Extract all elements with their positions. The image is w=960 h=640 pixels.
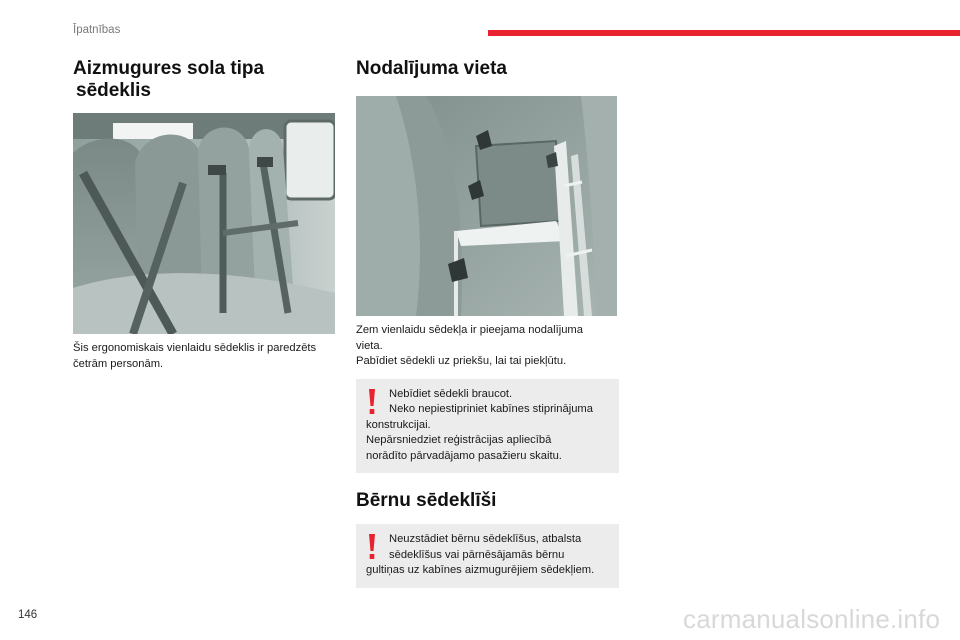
chapter-accent-bar (488, 30, 960, 36)
warning-line: gultiņas uz kabīnes aizmugurējiem sēdekļiem. (366, 564, 595, 576)
chapter-title: Īpatnības (73, 24, 121, 36)
warning-line: Neuzstādiet bērnu sēdeklīšus, atbalsta (389, 533, 582, 545)
bench-seat-photo (73, 113, 335, 334)
section-title-storage: Nodalījuma vieta (356, 58, 507, 79)
bench-seat-description (73, 341, 335, 372)
section-title-bench-seat (73, 58, 335, 102)
section-title-line: Aizmugures sola tipa (73, 58, 265, 79)
warning-line: Nepārsniedziet reģistrācijas apliecībā (366, 434, 552, 446)
section-title-child-seats: Bērnu sēdeklīši (356, 490, 497, 511)
watermark: carmanualsonline.info (683, 604, 941, 634)
left-column (73, 58, 335, 372)
storage-warning-box (356, 379, 619, 474)
warning-line: sēdeklīšus vai pārnēsājamās bērnu (389, 548, 565, 561)
text-line: Pabīdiet sēdekli uz priekšu, lai tai piekļūtu. (356, 355, 567, 367)
page-number: 146 (18, 609, 38, 621)
child-seat-warning-box (356, 524, 619, 588)
warning-line: konstrukcijai. (366, 418, 431, 431)
text-line: četrām personām. (73, 357, 164, 370)
warning-line: Nebīdiet sēdekli braucot. (389, 387, 513, 400)
section-title-line: sēdeklis (76, 80, 151, 101)
text-line: Zem vienlaidu sēdekļa ir pieejama nodalījuma (356, 324, 583, 336)
warning-line: norādīto pārvadājamo pasažieru skaitu. (366, 449, 562, 462)
warning-line: Neko nepiestipriniet kabīnes stiprinājuma (389, 403, 593, 415)
text-line: vieta. (356, 339, 383, 352)
middle-column (356, 58, 619, 588)
storage-description (356, 323, 619, 370)
storage-compartment-photo (356, 96, 617, 316)
text-line: Šis ergonomiskais vienlaidu sēdeklis ir paredzēts (73, 342, 317, 354)
exclamation-icon (367, 534, 377, 560)
exclamation-icon (367, 389, 377, 415)
